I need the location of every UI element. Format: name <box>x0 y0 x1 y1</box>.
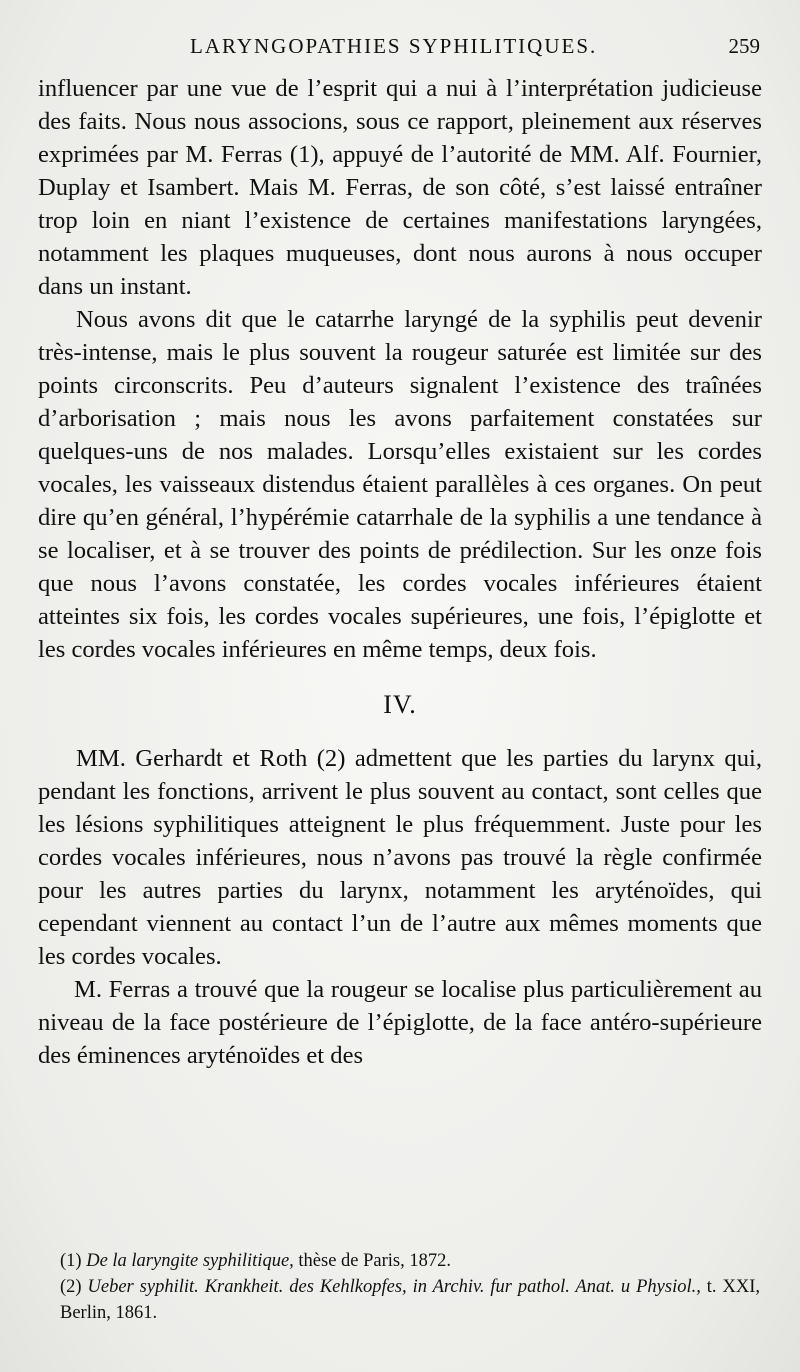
paragraph-2: Nous avons dit que le catarrhe laryngé de la syphilis peut devenir très-intense, mais le plus souvent la rougeur saturée est limitée sur des points circonscrits. Peu d’auteurs signalent l’existence des traînées d’arborisation ; mais nous les avons parfaitement constatées sur quelques-uns de nos malades. Lorsqu’elles existaient sur les cordes vocales, les vaisseaux distendus étaient parallèles à ces organes. On peut dire qu’en général, l’hypérémie catarrhale de la syphilis a une tendance à se localiser, et à se trouver des points de prédilection. Sur les onze fois que nous l’avons constatée, les cordes vocales inférieures étaient atteintes six fois, les cordes vocales supérieures, une fois, l’épiglotte et les cordes vocales inférieures en même temps, deux fois. <box>38 306 762 663</box>
footnote-1-marker: (1) <box>60 1251 82 1271</box>
footnote-1-title: De la laryngite syphilitique, <box>86 1251 294 1271</box>
page-number: 259 <box>728 34 760 58</box>
paragraph-1: influencer par une vue de l’esprit qui a nui à l’interprétation judicieuse des faits. Nous nous associons, sous ce rapport, pleinement aux réserves exprimées par M. Ferras (1), appuyé de l’autorité de MM. Alf. Fournier, Duplay et Isambert. Mais M. Ferras, de son côté, s’est laissé entraîner trop loin en niant l’existence de certaines manifestations laryngées, notamment les plaques muqueuses, dont nous aurons à nous occuper dans un instant. <box>38 75 762 300</box>
paragraph-4: M. Ferras a trouvé que la rougeur se localise plus particulièrement au niveau de la face postérieure de l’épiglotte, de la face antéro-supérieure des éminences aryténoïdes et des <box>38 976 762 1069</box>
footnotes <box>60 1248 760 1326</box>
footnote-1 <box>60 1248 760 1274</box>
footnote-2-marker: (2) <box>60 1277 82 1297</box>
body-text <box>38 72 762 1072</box>
footnote-2-rest: t. XXI, Berlin, 1861. <box>60 1277 760 1323</box>
running-title: LARYNGOPATHIES SYPHILITIQUES. <box>190 34 598 58</box>
section-heading: IV. <box>383 690 417 719</box>
footnote-2 <box>60 1274 760 1326</box>
paragraph-3: MM. Gerhardt et Roth (2) admettent que les parties du larynx qui, pendant les fonctions, arrivent le plus souvent au contact, sont celles que les lésions syphilitiques atteignent le plus fréquemment. Juste pour les cordes vocales inférieures, nous n’avons pas trouvé la règle confirmée pour les autres parties du larynx, notamment les aryténoïdes, qui cependant viennent au contact l’un de l’autre aux mêmes moments que les cordes vocales. <box>38 745 762 970</box>
page-header <box>180 34 760 64</box>
footnote-2-title: Ueber syphilit. Krankheit. des Kehlkopfes, in Archiv. fur pathol. Anat. u Physiol., <box>87 1277 701 1297</box>
footnote-1-rest: thèse de Paris, 1872. <box>293 1251 452 1271</box>
